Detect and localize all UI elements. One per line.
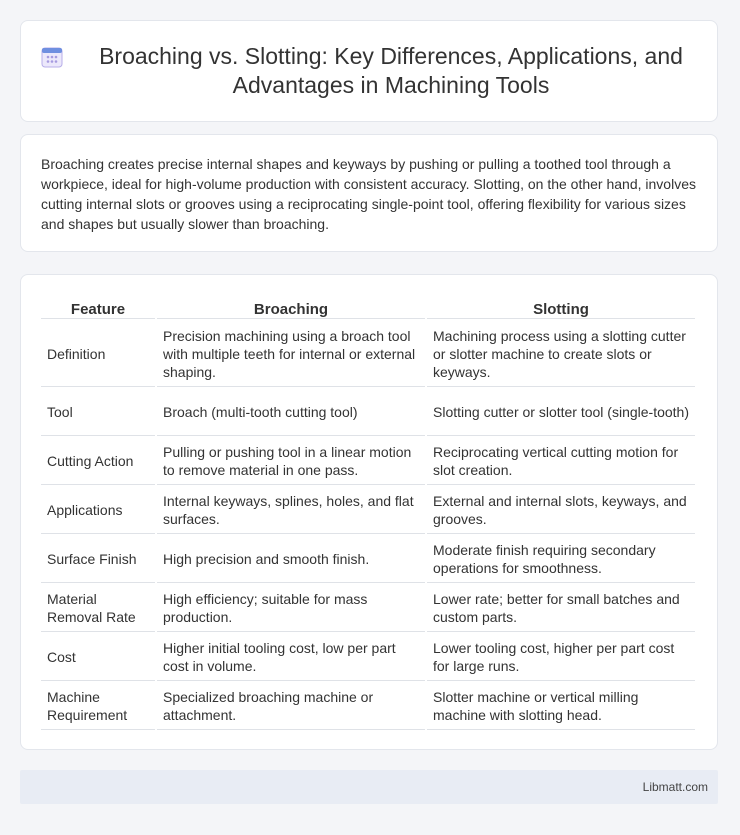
broaching-cell: Internal keyways, splines, holes, and flat surfaces. — [157, 487, 425, 534]
slotting-cell: Slotting cutter or slotter tool (single-tooth) — [427, 389, 695, 436]
calendar-icon — [39, 44, 65, 70]
slotting-cell: Reciprocating vertical cutting motion for slot creation. — [427, 438, 695, 485]
feature-cell: Applications — [41, 487, 155, 534]
broaching-cell: Broach (multi-tooth cutting tool) — [157, 389, 425, 436]
table-row — [41, 585, 695, 632]
feature-cell: Surface Finish — [41, 536, 155, 583]
intro-paragraph: Broaching creates precise internal shapes and keyways by pushing or pulling a toothed tool through a workpiece, ideal for high-volume production with consistent accuracy. Slotting, on the other hand, involves cutting internal slots or grooves using a reciprocating single-point tool, offering flexibility for various sizes and shapes but usually slower than broaching. — [41, 156, 696, 232]
column-header-feature: Feature — [41, 297, 155, 319]
broaching-cell: Pulling or pushing tool in a linear motion to remove material in one pass. — [157, 438, 425, 485]
comparison-table — [39, 295, 697, 732]
table-header-row — [41, 297, 695, 319]
broaching-cell: High efficiency; suitable for mass production. — [157, 585, 425, 632]
table-row — [41, 634, 695, 681]
table-row — [41, 389, 695, 436]
column-header-broaching: Broaching — [157, 297, 425, 319]
slotting-cell: Slotter machine or vertical milling machine with slotting head. — [427, 683, 695, 730]
title-wrap — [39, 42, 699, 100]
page-title: Broaching vs. Slotting: Key Differences, Applications, and Advantages in Machining Tools — [99, 43, 683, 98]
slotting-cell: Lower tooling cost, higher per part cost for large runs. — [427, 634, 695, 681]
feature-cell: Definition — [41, 321, 155, 387]
slotting-cell: Moderate finish requiring secondary operations for smoothness. — [427, 536, 695, 583]
slotting-cell: Lower rate; better for small batches and custom parts. — [427, 585, 695, 632]
broaching-cell: Higher initial tooling cost, low per part cost in volume. — [157, 634, 425, 681]
title-card — [20, 20, 718, 122]
slotting-cell: Machining process using a slotting cutter or slotter machine to create slots or keyways. — [427, 321, 695, 387]
table-row — [41, 536, 695, 583]
broaching-cell: Specialized broaching machine or attachment. — [157, 683, 425, 730]
table-row — [41, 683, 695, 730]
slotting-cell: External and internal slots, keyways, and grooves. — [427, 487, 695, 534]
comparison-table-card — [20, 274, 718, 750]
feature-cell: Cutting Action — [41, 438, 155, 485]
column-header-slotting: Slotting — [427, 297, 695, 319]
footer-brand-link[interactable]: Libmatt.com — [642, 780, 708, 794]
table-row — [41, 487, 695, 534]
broaching-cell: High precision and smooth finish. — [157, 536, 425, 583]
broaching-cell: Precision machining using a broach tool with multiple teeth for internal or external shaping. — [157, 321, 425, 387]
intro-card — [20, 134, 718, 252]
feature-cell: Material Removal Rate — [41, 585, 155, 632]
feature-cell: Cost — [41, 634, 155, 681]
table-row — [41, 321, 695, 387]
feature-cell: Tool — [41, 389, 155, 436]
table-row — [41, 438, 695, 485]
feature-cell: Machine Requirement — [41, 683, 155, 730]
footer — [20, 770, 718, 804]
